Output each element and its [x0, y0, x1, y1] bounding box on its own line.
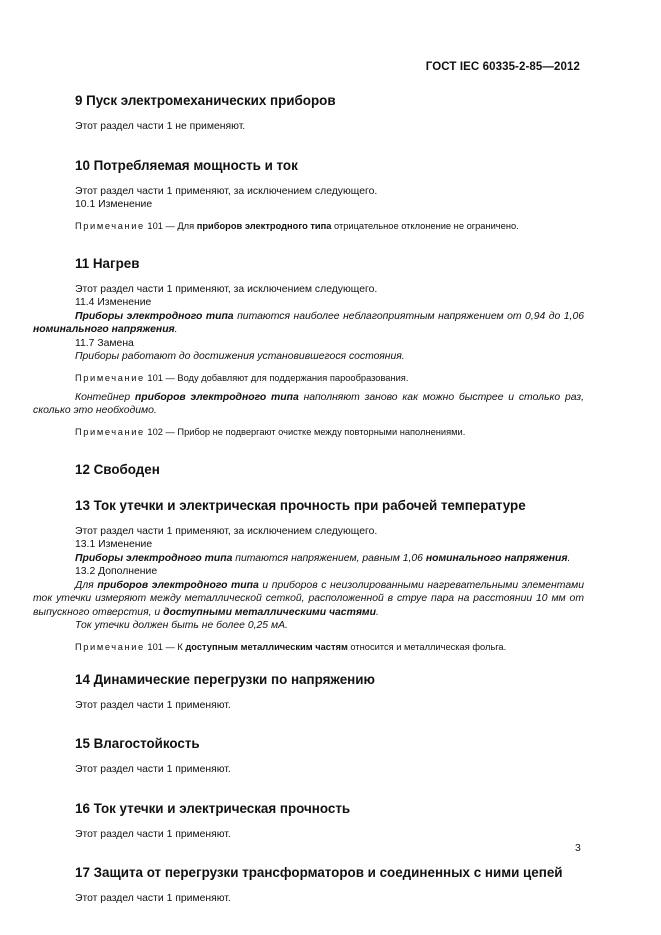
note-label: Примечание: [75, 220, 145, 231]
section-9-text: Этот раздел части 1 не применяют.: [75, 121, 246, 132]
page-number: 3: [575, 843, 581, 854]
subclause-11-4: 11.4 Изменение: [75, 297, 152, 308]
section-17-text: Этот раздел части 1 применяют.: [75, 893, 231, 904]
subclause-13-1: 13.1 Изменение: [75, 539, 153, 550]
section-9-title: 9 Пуск электромеханических приборов: [75, 93, 336, 108]
section-13-title: 13 Ток утечки и электрическая прочность при рабочей температуре: [75, 497, 526, 513]
paragraph-13-1: Приборы электродного типа питаются напряжением, равным 1,06 номинального напряжения.: [75, 552, 571, 564]
subclause-10-1: 10.1 Изменение: [75, 199, 153, 210]
section-10-title: 10 Потребляемая мощность и ток: [75, 157, 298, 173]
section-14-title: 14 Динамические перегрузки по напряжению: [75, 671, 375, 687]
note-13-101: Примечание 101 — К доступным металлическим частям относится и металлическая фольга.: [75, 641, 507, 652]
section-16-text: Этот раздел части 1 применяют.: [75, 828, 231, 840]
section-15-title: 15 Влагостойкость: [75, 736, 200, 751]
section-12-title: 12 Свободен: [75, 461, 160, 477]
page-content: [33, 92, 584, 906]
section-14-text: Этот раздел части 1 применяют.: [75, 699, 231, 711]
note-11-102: Примечание 102 — Прибор не подвергают очистке между повторными наполнениями.: [75, 426, 466, 437]
paragraph-11-7: Приборы работают до достижения установившегося состояния.: [75, 351, 405, 362]
section-10-text: Этот раздел части 1 применяют, за исключением следующего.: [75, 185, 378, 197]
section-17-title: 17 Защита от перегрузки трансформаторов и соединенных с ними цепей: [75, 865, 563, 880]
subclause-11-7: 11.7 Замена: [75, 337, 134, 349]
section-15-text: Этот раздел части 1 применяют.: [75, 764, 231, 775]
paragraph-11-7-container: Контейнер приборов электродного типа наполняют заново как можно быстрее и столько раз, сколько это необходимо.: [33, 391, 585, 416]
note-11-101: Примечание 101 — Воду добавляют для поддержания парообразования.: [75, 372, 409, 383]
paragraph-13-2-limit: Ток утечки должен быть не более 0,25 мА.: [75, 620, 288, 631]
section-11-title: 11 Нагрев: [75, 255, 140, 271]
standard-code-header: ГОСТ IEC 60335-2-85—2012: [425, 61, 580, 73]
subclause-13-2: 13.2 Дополнение: [75, 566, 158, 577]
paragraph-11-4: Приборы электродного типа питаются наиболее неблагоприятным напряжением от 0,94 до 1,06 номинального напряжения.: [33, 310, 584, 335]
section-11-text: Этот раздел части 1 применяют, за исключением следующего.: [75, 283, 378, 295]
paragraph-13-2: Для приборов электродного типа и приборов с неизолированными нагревательными элементами ток утечки измеряют между металлической сеткой, расположенной в струе пара на расстоянии 10 мм от выпускного отверстия, и доступными металлическими частями.: [33, 579, 584, 618]
section-13-text: Этот раздел части 1 применяют, за исключением следующего.: [75, 525, 378, 537]
section-16-title: 16 Ток утечки и электрическая прочность: [75, 800, 351, 816]
note-10-101: Примечание 101 — Для приборов электродного типа отрицательное отклонение не ограничено.: [75, 220, 519, 231]
